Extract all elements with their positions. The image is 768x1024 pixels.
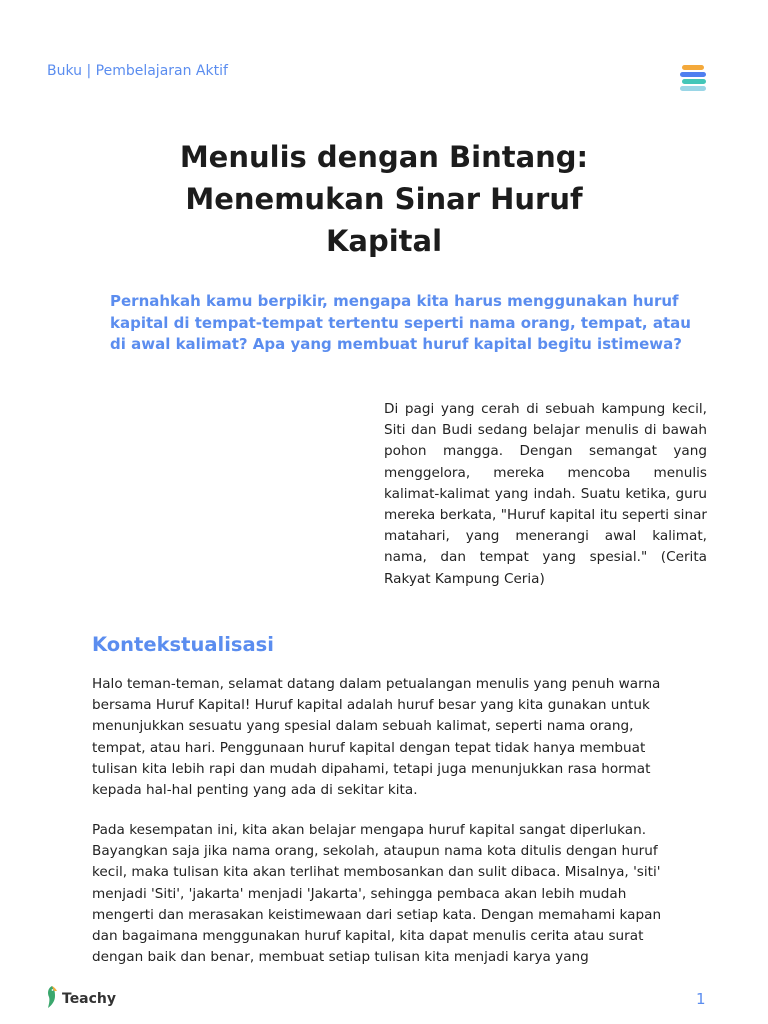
body-paragraph-1: Halo teman-teman, selamat datang dalam petualangan menulis yang penuh warna bersama Huruf Kapital! Huruf kapital adalah huruf besar yang kita gunakan untuk menunjukkan sesuatu yang spesial dalam sebuah kalimat, seperti nama orang, tempat, atau hari. Penggunaan huruf kapital dengan tepat tidak hanya membuat tulisan kita lebih rapi dan mudah dipahami, tetapi juga menunjukkan rasa hormat kepada hal-hal penting yang ada di sekitar kita. (92, 676, 661, 799)
story-quote: Di pagi yang cerah di sebuah kampung kecil, Siti dan Budi sedang belajar menulis di bawah pohon mangga. Dengan semangat yang menggelora, mereka mencoba menulis kalimat-kalimat yang indah. Suatu ketika, guru mereka berkata, "Huruf kapital itu seperti sinar matahari, yang menerangi awal kalimat, nama, dan tempat yang spesial." (Cerita Rakyat Kampung Ceria) (384, 401, 707, 587)
footer-brand: Teachy (62, 991, 117, 1007)
section-title: Kontekstualisasi (92, 633, 274, 656)
title-line-1: Menulis dengan Bintang: (179, 140, 589, 174)
teachy-bird-icon (46, 985, 58, 1013)
footer-logo (46, 985, 116, 1013)
intro-question: Pernahkah kamu berpikir, mengapa kita harus menggunakan huruf kapital di tempat-tempat tertentu seperti nama orang, tempat, atau di awal kalimat? Apa yang membuat huruf kapital begitu istimewa? (110, 292, 691, 353)
title-line-3: Kapital (325, 224, 443, 258)
body-paragraph-2: Pada kesempatan ini, kita akan belajar mengapa huruf kapital sangat diperlukan. Bayangkan saja jika nama orang, sekolah, ataupun nama kota ditulis dengan huruf kecil, maka tulisan kita akan terlihat membosankan dan sulit dibaca. Misalnya, 'siti' menjadi 'Siti', 'jakarta' menjadi 'Jakarta', sehingga pembaca akan lebih mudah mengerti dan merasakan keistimewaan dari setiap kata. Dengan memahami kapan dan bagaimana menggunakan huruf kapital, kita dapat menulis cerita atau surat dengan baik dan benar, membuat setiap tulisan kita menjadi karya yang (92, 822, 662, 966)
header-label: Buku | Pembelajaran Aktif (47, 63, 228, 79)
stacked-books-icon (680, 63, 708, 93)
page-title (84, 136, 684, 262)
title-line-2: Menemukan Sinar Huruf (185, 182, 583, 216)
page-number: 1 (696, 990, 706, 1008)
